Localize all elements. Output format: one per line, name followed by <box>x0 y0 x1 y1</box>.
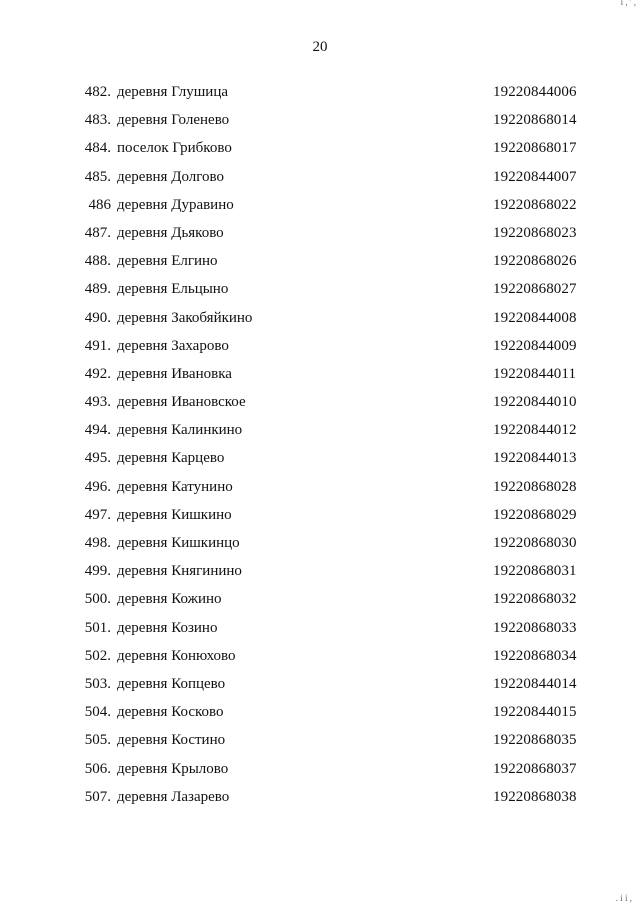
item-number: 490. <box>84 309 111 326</box>
item-number: 488. <box>84 253 111 270</box>
list-item <box>0 646 640 674</box>
list-item <box>0 392 640 420</box>
list-item <box>0 110 640 138</box>
item-number: 501. <box>84 619 111 636</box>
settlement-name: деревня Кишкинцо <box>117 535 240 551</box>
list-item <box>0 589 640 617</box>
settlement-name: деревня Кишкино <box>117 506 232 523</box>
list-item <box>0 505 640 533</box>
list-item <box>0 82 640 110</box>
oktmo-code: 19220868032 <box>493 591 577 608</box>
item-number: 492. <box>84 365 111 382</box>
settlement-name: деревня Ивановка <box>117 365 232 382</box>
settlement-name: деревня Лазарево <box>117 788 230 805</box>
settlement-name: деревня Калинкино <box>117 422 243 439</box>
scan-mark-top: і , ' , <box>620 0 636 7</box>
settlement-name: деревня Глушица <box>117 84 228 100</box>
list-item <box>0 730 640 758</box>
oktmo-code: 19220844014 <box>493 675 577 692</box>
item-number: 485. <box>84 168 111 185</box>
list-item <box>0 251 640 279</box>
item-number: 483. <box>84 112 111 129</box>
settlement-name: деревня Дьяково <box>117 224 224 241</box>
settlement-name: деревня Копцево <box>117 675 226 692</box>
list-item <box>0 561 640 589</box>
item-number: 506. <box>84 760 111 777</box>
settlement-name: деревня Кожино <box>117 591 222 608</box>
settlement-name: деревня Катунино <box>117 478 233 495</box>
list-item <box>0 759 640 787</box>
settlement-name: деревня Елгино <box>117 253 218 270</box>
settlement-name: деревня Захарово <box>117 337 229 354</box>
list-item <box>0 167 640 195</box>
oktmo-code: 19220844013 <box>493 450 577 467</box>
item-number: 489. <box>84 281 111 298</box>
item-number: 491. <box>84 337 111 354</box>
page-number: 20 <box>312 39 328 55</box>
settlement-name: деревня Голенево <box>117 112 230 129</box>
list-item <box>0 336 640 364</box>
settlement-name: деревня Крылово <box>117 760 229 777</box>
settlement-name: деревня Косково <box>117 704 224 721</box>
oktmo-code: 19220868023 <box>493 224 577 241</box>
item-number: 503. <box>84 675 111 692</box>
item-number: 500. <box>84 591 111 608</box>
list-item <box>0 364 640 392</box>
oktmo-code: 19220868038 <box>493 788 577 805</box>
item-number: 504. <box>84 704 111 721</box>
oktmo-code: 19220868031 <box>493 563 577 580</box>
oktmo-code: 19220844011 <box>493 365 577 382</box>
oktmo-code: 19220868030 <box>493 535 577 551</box>
list-item <box>0 448 640 476</box>
list-item <box>0 702 640 730</box>
item-number: 495. <box>84 450 111 467</box>
item-number: 499. <box>84 563 111 580</box>
list-item <box>0 195 640 223</box>
settlement-name: деревня Дуравино <box>117 196 234 213</box>
item-number: 494. <box>84 422 111 439</box>
oktmo-code: 19220868029 <box>493 506 577 523</box>
oktmo-code: 19220868026 <box>493 253 577 270</box>
oktmo-code: 19220844010 <box>493 394 577 411</box>
list-item <box>0 420 640 448</box>
oktmo-code: 19220868034 <box>493 647 577 664</box>
list-item <box>0 674 640 702</box>
oktmo-code: 19220844015 <box>493 704 577 721</box>
oktmo-code: 19220868028 <box>493 478 577 495</box>
list-item <box>0 787 640 815</box>
item-number: 496. <box>84 478 111 495</box>
oktmo-code: 19220868027 <box>493 281 577 298</box>
settlement-name: поселок Грибково <box>117 140 232 157</box>
item-number: 505. <box>84 732 111 749</box>
oktmo-code: 19220868022 <box>493 196 577 213</box>
list-item <box>0 279 640 307</box>
item-number: 493. <box>84 394 111 411</box>
settlement-name: деревня Конюхово <box>117 647 236 664</box>
oktmo-code: 19220844007 <box>493 168 577 185</box>
oktmo-code: 19220844006 <box>493 84 577 100</box>
item-number: 507. <box>84 788 111 805</box>
settlement-name: деревня Ивановское <box>117 394 246 411</box>
oktmo-code: 19220868037 <box>493 760 577 777</box>
oktmo-code: 19220868033 <box>493 619 577 636</box>
oktmo-code: 19220844008 <box>493 309 577 326</box>
item-number: 497. <box>84 506 111 523</box>
settlement-name: деревня Козино <box>117 619 218 636</box>
list-item <box>0 308 640 336</box>
settlement-name: деревня Костино <box>117 732 226 749</box>
list-item <box>0 138 640 166</box>
settlement-name: деревня Княгинино <box>117 563 242 580</box>
list-item <box>0 223 640 251</box>
settlement-name: деревня Ельцыно <box>117 281 229 298</box>
oktmo-code: 19220868014 <box>493 112 577 129</box>
oktmo-code: 19220868017 <box>493 140 577 157</box>
list-item <box>0 618 640 646</box>
list-item <box>0 533 640 561</box>
settlement-name: деревня Карцево <box>117 450 225 467</box>
settlement-list <box>0 82 640 815</box>
item-number: 484. <box>84 140 111 157</box>
oktmo-code: 19220844009 <box>493 337 577 354</box>
item-number: 486 <box>88 196 111 213</box>
settlement-name: деревня Закобяйкино <box>117 309 253 326</box>
oktmo-code: 19220844012 <box>493 422 577 439</box>
item-number: 482. <box>84 84 111 100</box>
settlement-name: деревня Долгово <box>117 168 224 185</box>
item-number: 487. <box>84 224 111 241</box>
item-number: 502. <box>84 647 111 664</box>
scan-mark-bottom: . і і , <box>615 893 632 903</box>
oktmo-code: 19220868035 <box>493 732 577 749</box>
list-item <box>0 477 640 505</box>
item-number: 498. <box>84 535 111 551</box>
